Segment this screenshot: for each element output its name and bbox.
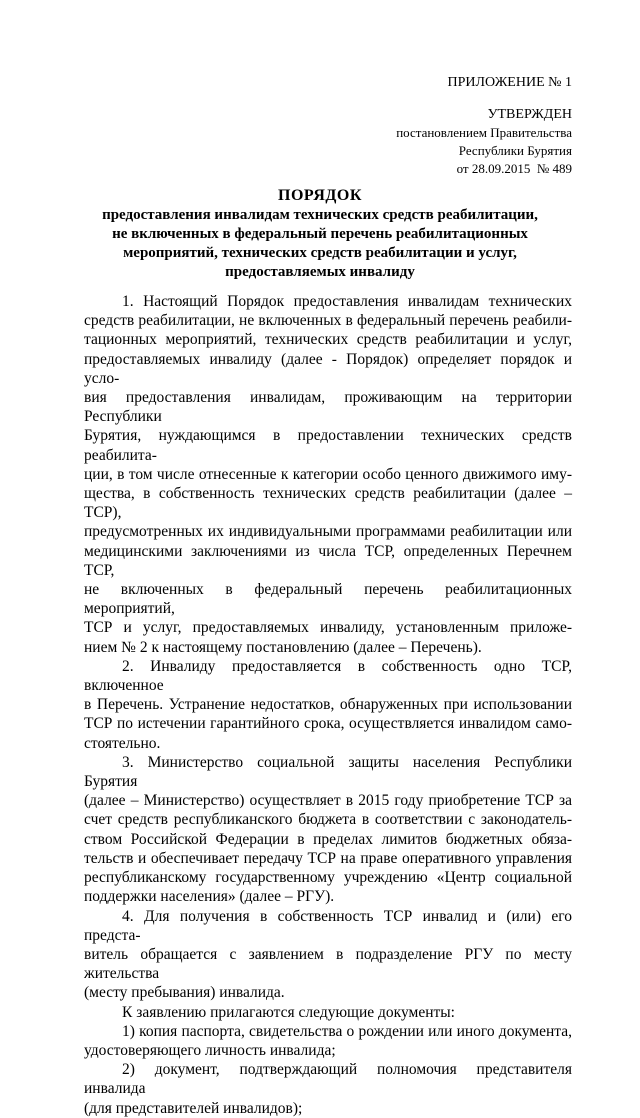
paragraph-line: республиканскому государственному учреждению «Центр социальной (84, 869, 572, 887)
title-line: предоставляемых инвалиду (225, 264, 415, 280)
paragraph (84, 907, 572, 1003)
document-title (92, 186, 548, 282)
paragraph-line: (для представителей инвалидов); (84, 1099, 303, 1117)
paragraph (84, 753, 572, 907)
title-line: мероприятий, технических средств реабилитации и услуг, (123, 245, 517, 261)
paragraph-line: 1) копия паспорта, свидетельства о рождении или иного документа, (122, 1022, 572, 1040)
paragraph-line: в Перечень. Устранение недостатков, обнаруженных при использовании (84, 696, 572, 714)
paragraph-line: стоятельно. (84, 734, 161, 752)
paragraph (84, 657, 572, 753)
paragraph-line: Бурятия, нуждающимся в предоставлении технических средств реабилита- (84, 427, 572, 464)
paragraph-line: 4. Для получения в собственность ТСР инвалид и (или) его предста- (84, 907, 572, 944)
paragraph-line: поддержки населения» (далее – РГУ). (84, 888, 335, 906)
paragraph-line: (далее – Министерство) осуществляет в 2015 году приобретение ТСР за (84, 792, 572, 810)
approval-header (312, 74, 572, 178)
paragraph-line: К заявлению прилагаются следующие документы: (122, 1003, 455, 1021)
paragraph-line: ством Российской Федерации в пределах лимитов бюджетных обяза- (84, 830, 572, 848)
title-line: не включенных в федеральный перечень реабилитационных (112, 226, 528, 242)
paragraph-line: тационных мероприятий, технических средств реабилитации и услуг, (84, 331, 572, 349)
decree-line-2: Республики Бурятия (458, 143, 572, 158)
paragraph-line: щества, в собственность технических средств реабилитации (далее – ТСР), (84, 485, 572, 522)
paragraph (84, 1003, 572, 1022)
paragraph-line: удостоверяющего личность инвалида; (84, 1041, 336, 1059)
paragraph-line: витель обращается с заявлением в подразделение РГУ по месту жительства (84, 945, 572, 983)
paragraph-line: (месту пребывания) инвалида. (84, 984, 285, 1002)
paragraph (84, 1060, 572, 1118)
title-line: предоставления инвалидам технических средств реабилитации, (102, 207, 538, 223)
document-body (84, 292, 572, 1118)
decree-line-1: постановлением Правительства (396, 125, 572, 140)
paragraph-line: 3. Министерство социальной защиты населения Республики Бурятия (84, 753, 572, 791)
annex-number: ПРИЛОЖЕНИЕ № 1 (447, 75, 572, 90)
paragraph-line: тельств и обеспечивает передачу ТСР на праве оперативного управления (84, 849, 572, 867)
paragraph-line: ции, в том числе отнесенные к категории особо ценного движимого иму- (84, 465, 572, 483)
paragraph-line: предоставляемых инвалиду (далее - Порядок) определяет порядок и усло- (84, 350, 572, 387)
paragraph-line: медицинскими заключениями из числа ТСР, определенных Перечнем ТСР, (84, 542, 572, 579)
paragraph-line: счет средств республиканского бюджета в соответствии с законодатель- (84, 811, 572, 829)
paragraph-line: вия предоставления инвалидам, проживающим на территории Республики (84, 389, 572, 426)
paragraph-line: не включенных в федеральный перечень реабилитационных мероприятий, (84, 581, 572, 618)
paragraph (84, 1022, 572, 1060)
paragraph-line: ТСР и услуг, предоставляемых инвалиду, установленным приложе- (84, 619, 572, 637)
paragraph (84, 292, 572, 657)
title-main: ПОРЯДОК (278, 187, 362, 204)
paragraph-line: нием № 2 к настоящему постановлению (далее – Перечень). (84, 638, 482, 656)
approved-label: УТВЕРЖДЕН (487, 107, 572, 122)
paragraph-line: 2) документ, подтверждающий полномочия представителя инвалида (84, 1061, 572, 1098)
paragraph-line: средств реабилитации, не включенных в федеральный перечень реабили- (84, 312, 572, 330)
paragraph-line: ТСР по истечении гарантийного срока, осуществляется инвалидом само- (84, 715, 572, 733)
decree-date: от 28.09.2015 № 489 (456, 161, 572, 176)
paragraph-line: предусмотренных их индивидуальными программами реабилитации или (84, 523, 572, 541)
paragraph-line: 2. Инвалиду предоставляется в собственность одно ТСР, включенное (84, 657, 572, 695)
paragraph-line: 1. Настоящий Порядок предоставления инвалидам технических (122, 293, 572, 310)
